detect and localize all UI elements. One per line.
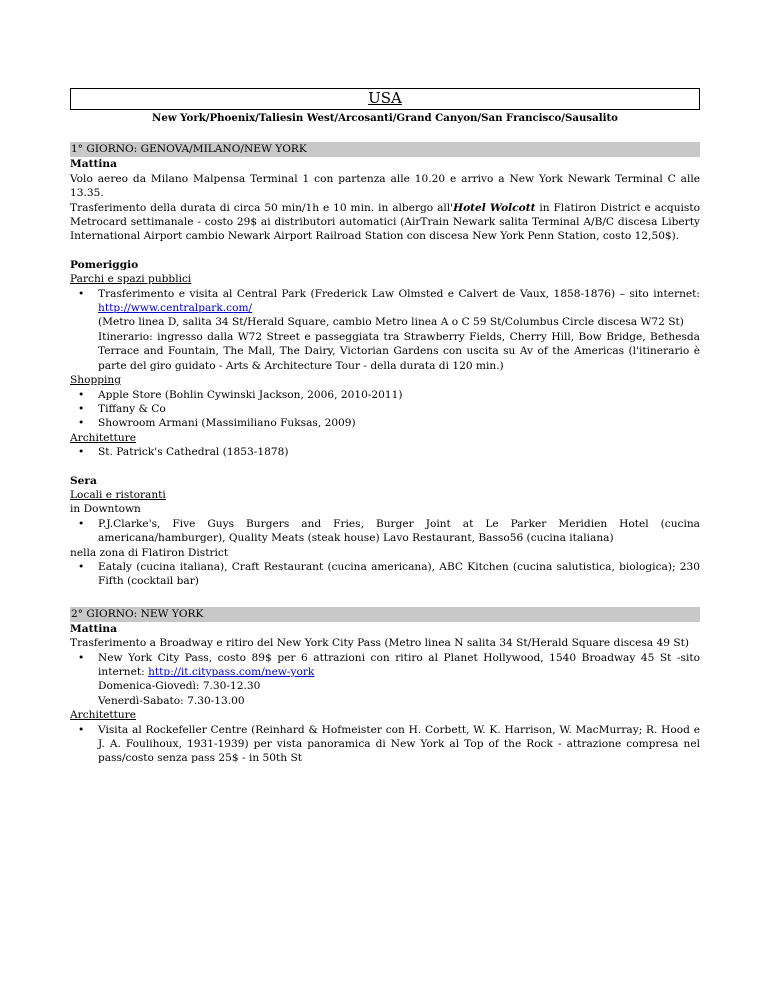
bullet-icon: • [78,417,85,430]
day1-flight-paragraph: Volo aereo da Milano Malpensa Terminal 1 con partenza alle 10.20 e arrivo a New York Newark Terminal C alle 13.35. [70,172,700,200]
central-park-text: Trasferimento e visita al Central Park (Frederick Law Olmsted e Calvert de Vaux, 1858-1876) – sito internet: [98,287,700,300]
bullet-icon: • [78,388,85,401]
title-box [70,88,700,110]
central-park-metro: (Metro linea D, salita 34 St/Herald Square, cambio Metro linea A o C 59 St/Columbus Circle discesa W72 St) [98,316,684,329]
hotel-name: Hotel Wolcott [453,201,536,214]
bullet-icon: • [78,402,85,415]
transfer-text-b: in Flatiron District e acquisto Metrocard settimanale - costo 29$ ai distributori automatici (AirTrain Newark salita Terminal A/B/C discesa Liberty International Airport cambio Newark Airport Railroad Station con discesa New York Penn Station, costo 12,50$). [70,201,700,243]
list-item [70,402,700,416]
list-item [70,517,700,546]
rockefeller-item: Visita al Rockefeller Centre (Reinhard & Hofmeister con H. Corbett, W. K. Harrison, W. MacMurray; R. Hood e J. A. Foulihoux, 1931-1939) per vista panoramica di New York al Top of the Rock - attrazione compresa nel pass/costo senza pass 25$ - in 50th St [98,723,700,765]
central-park-link[interactable]: http://www.centralpark.com/ [98,302,253,315]
day1-transfer-paragraph [70,201,700,244]
citypass-text: New York City Pass, costo 89$ per 6 attrazioni con ritiro al Planet Hollywood, 1540 Broadway 45 St -sito internet: [98,651,700,678]
downtown-item: P.J.Clarke's, Five Guys Burgers and Fries, Burger Joint at Le Parker Meridien Hotel (cucina americana/hamburger), Quality Meats (steak house) Lavo Restaurant, Basso56 (cucina italiana) [98,517,700,545]
bullet-icon: • [78,723,85,736]
parchi-label: Parchi e spazi pubblici [70,273,192,286]
day1-heading: 1° GIORNO: GENOVA/MILANO/NEW YORK [70,142,700,157]
bullet-icon: • [78,287,85,300]
day1-sera-label: Sera [70,474,97,487]
shopping-item: Apple Store (Bohlin Cywinski Jackson, 2006, 2010-2011) [98,388,403,401]
transfer-text-a: Trasferimento della durata di circa 50 min/1h e 10 min. in albergo all' [70,201,454,214]
list-item [70,287,700,316]
citypass-hours-2: Venerdì-Sabato: 7.30-13.00 [98,694,245,707]
bullet-icon: • [78,651,85,664]
shopping-label: Shopping [70,374,122,387]
day1-mattina-label: Mattina [70,158,117,171]
day2-broadway-paragraph: Trasferimento a Broadway e ritiro del New York City Pass (Metro linea N salita 34 St/Herald Square discesa 49 St) [70,637,689,650]
bullet-icon: • [78,560,85,573]
day2-architetture-label: Architetture [70,709,137,722]
shopping-item: Showroom Armani (Massimiliano Fuksas, 2009) [98,417,356,430]
document-page [70,88,700,766]
day2-heading: 2° GIORNO: NEW YORK [70,607,700,622]
bullet-icon: • [78,446,85,459]
document-title: USA [368,89,402,107]
list-item [70,416,700,430]
flatiron-item: Eataly (cucina italiana), Craft Restaurant (cucina americana), ABC Kitchen (cucina salutistica, biologica); 230 Fifth (cocktail bar) [98,560,700,588]
list-item [70,388,700,402]
list-item [70,560,700,589]
route-subtitle: New York/Phoenix/Taliesin West/Arcosanti/Grand Canyon/San Francisco/Sausalito [152,112,618,124]
list-item [70,445,700,459]
central-park-itinerario: Itinerario: ingresso dalla W72 Street e passeggiata tra Strawberry Fields, Cherry Hill, Bow Bridge, Bethesda Terrace and Fountain, The Mall, The Dairy, Victorian Gardens con uscita su Av of the Americas (l'itinerario è parte del giro guidato - Arts & Architecture Tour - della durata di 120 min.) [98,330,700,372]
shopping-item: Tiffany & Co [98,402,166,415]
architetture-label: Architetture [70,431,137,444]
citypass-link[interactable]: http://it.citypass.com/new-york [148,666,315,678]
downtown-label: in Downtown [70,503,141,516]
locali-label: Locali e ristoranti [70,488,166,501]
flatiron-label: nella zona di Flatiron District [70,546,229,559]
day1-pomeriggio-label: Pomeriggio [70,258,139,271]
list-item [70,651,700,680]
citypass-hours-1: Domenica-Giovedì: 7.30-12.30 [98,680,261,693]
day2-mattina-label: Mattina [70,622,117,635]
list-item [70,723,700,766]
architettura-item: St. Patrick's Cathedral (1853-1878) [98,446,289,459]
bullet-icon: • [78,517,85,530]
